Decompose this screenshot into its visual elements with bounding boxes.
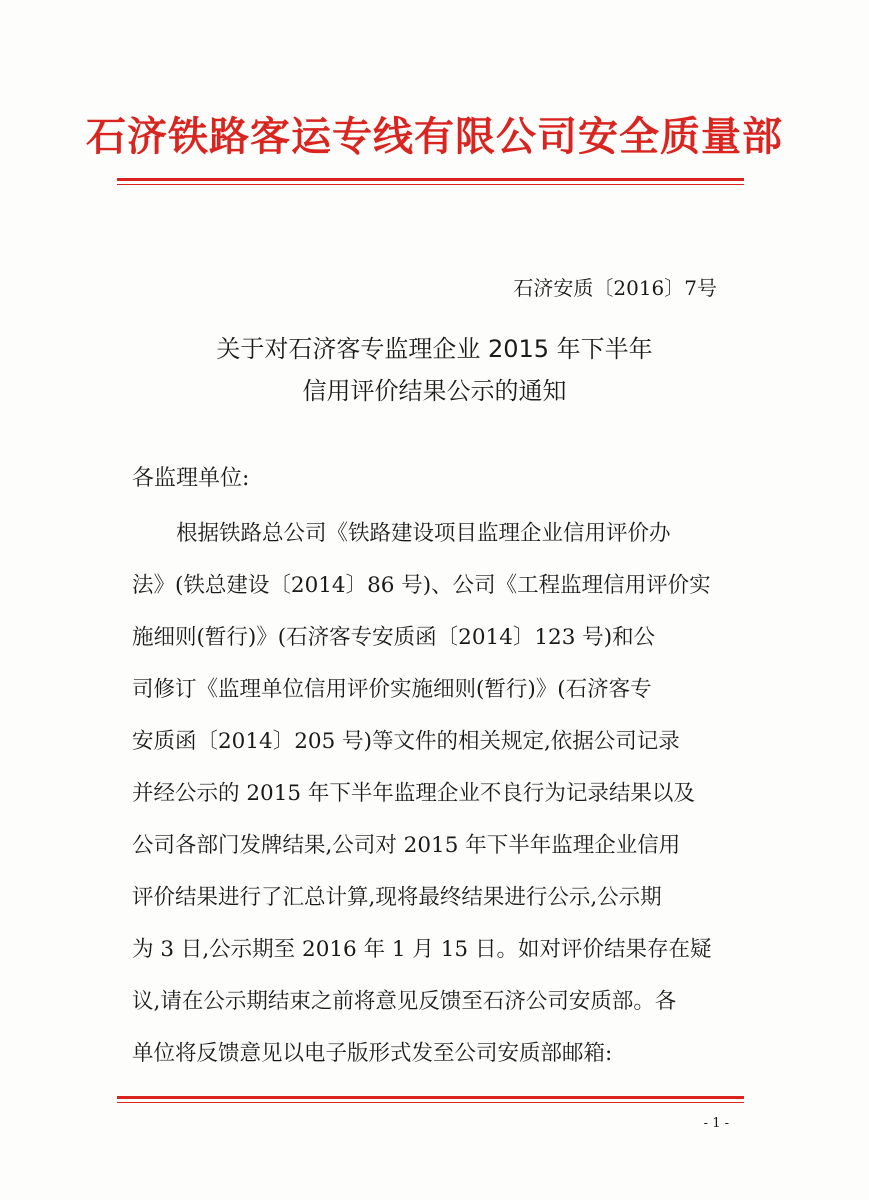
salutation: 各监理单位:: [132, 466, 250, 491]
body-line: 司修订《监理单位信用评价实施细则(暂行)》(石济客专: [132, 677, 652, 702]
footer-rule-thin: [117, 1102, 744, 1103]
body-line: 为 3 日,公示期至 2016 年 1 月 15 日。如对评价结果存在疑: [132, 937, 712, 962]
body-line: 单位将反馈意见以电子版形式发至公司安质部邮箱:: [132, 1041, 613, 1066]
page-number: - 1 -: [703, 1116, 729, 1131]
footer-rule-thick: [117, 1096, 744, 1099]
body-line: 议,请在公示期结束之前将意见反馈至石济公司安质部。各: [132, 989, 677, 1014]
letterhead-rule-thick: [117, 178, 744, 181]
body-line: 根据铁路总公司《铁路建设项目监理企业信用评价办: [176, 521, 671, 546]
body-line: 并经公示的 2015 年下半年监理企业不良行为记录结果以及: [132, 781, 695, 806]
letterhead-rule-thin: [117, 184, 744, 185]
document-number: 石济安质〔2016〕7号: [513, 276, 717, 300]
document-title-line-2: 信用评价结果公示的通知: [302, 377, 567, 405]
document-title-line-1: 关于对石济客专监理企业 2015 年下半年: [216, 335, 653, 363]
body-line: 安质函〔2014〕205 号)等文件的相关规定,依据公司记录: [132, 729, 680, 754]
body-line: 法》(铁总建设〔2014〕86 号)、公司《工程监理信用评价实: [132, 573, 711, 598]
org-letterhead-title: 石济铁路客运专线有限公司安全质量部: [86, 113, 783, 160]
body-line: 施细则(暂行)》(石济客专安质函〔2014〕123 号)和公: [132, 625, 656, 650]
body-line: 公司各部门发牌结果,公司对 2015 年下半年监理企业信用: [132, 833, 681, 858]
body-line: 评价结果进行了汇总计算,现将最终结果进行公示,公示期: [132, 885, 662, 910]
